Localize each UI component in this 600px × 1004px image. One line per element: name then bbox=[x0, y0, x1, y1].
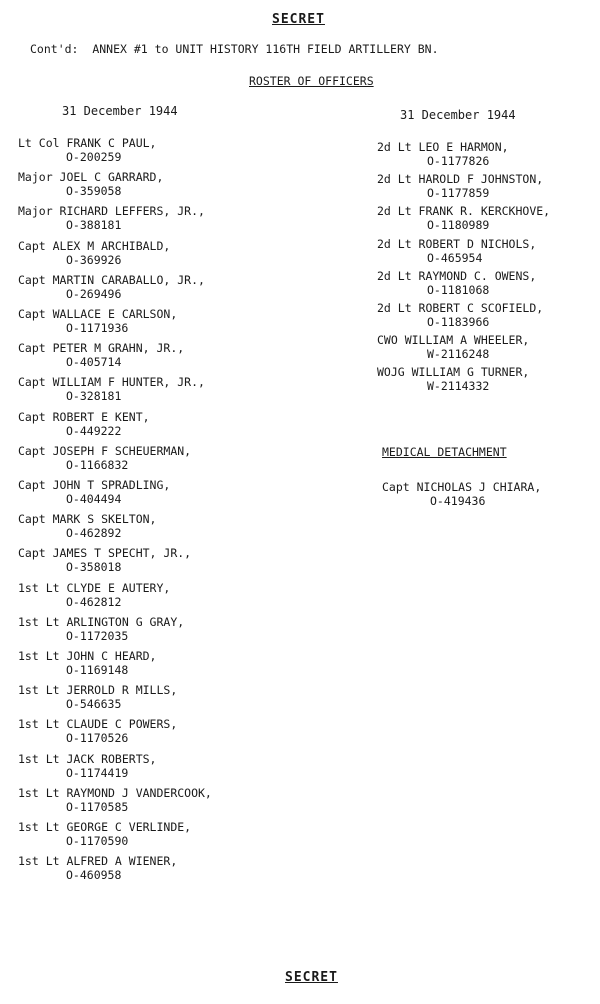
left-officer-entry bbox=[18, 683, 177, 711]
officer-name: 1st Lt ALFRED A WIENER, bbox=[18, 854, 178, 869]
date-right: 31 December 1944 bbox=[400, 108, 516, 122]
officer-serial-number: O-359058 bbox=[66, 184, 122, 199]
right-officer-entry bbox=[377, 365, 529, 393]
right-officer-entry bbox=[377, 140, 509, 168]
officer-name: Capt ALEX M ARCHIBALD, bbox=[18, 238, 171, 253]
left-officer-entry bbox=[18, 307, 177, 335]
officer-serial-number: O-369926 bbox=[66, 252, 122, 267]
officer-name: 1st Lt JOHN C HEARD, bbox=[18, 649, 157, 663]
officer-name: CWO WILLIAM A WHEELER, bbox=[377, 333, 530, 348]
officer-name: 1st Lt CLAUDE C POWERS, bbox=[18, 717, 178, 732]
officer-name: Capt PETER M GRAHN, JR., bbox=[18, 341, 185, 356]
officer-serial-number: O-388181 bbox=[66, 218, 122, 233]
officer-serial-number: O-1180989 bbox=[427, 218, 490, 233]
officer-serial-number: O-465954 bbox=[427, 250, 483, 265]
officer-name: 2d Lt RAYMOND C. OWENS, bbox=[377, 268, 537, 283]
officer-serial-number: O-200259 bbox=[66, 150, 122, 164]
officer-serial-number: O-1171936 bbox=[66, 321, 129, 335]
officer-name: 1st Lt JERROLD R MILLS, bbox=[18, 683, 178, 698]
left-officer-entry bbox=[18, 752, 156, 780]
officer-serial-number: O-405714 bbox=[66, 355, 122, 370]
officer-serial-number: O-546635 bbox=[66, 697, 122, 712]
secret-marking-top: SECRET bbox=[272, 12, 325, 27]
left-officer-entry bbox=[18, 410, 150, 438]
officer-name: 2d Lt ROBERT D NICHOLS, bbox=[377, 236, 537, 251]
officer-serial-number: O-328181 bbox=[66, 389, 122, 404]
officer-serial-number: O-1177826 bbox=[427, 154, 490, 168]
right-officer-entry bbox=[377, 301, 543, 329]
right-officer-entry bbox=[377, 333, 529, 361]
annex-header bbox=[30, 42, 439, 56]
left-officer-entry bbox=[18, 546, 191, 574]
medical-detachment-title: MEDICAL DETACHMENT bbox=[382, 445, 507, 459]
secret-marking-bottom: SECRET bbox=[285, 970, 338, 985]
left-officer-entry bbox=[18, 136, 156, 164]
officer-serial-number: O-269496 bbox=[66, 286, 122, 301]
officer-name: Capt MARK S SKELTON, bbox=[18, 512, 157, 527]
officer-name: Capt WALLACE E CARLSON, bbox=[18, 307, 178, 321]
right-officer-entry bbox=[377, 172, 543, 200]
officer-name: 2d Lt HAROLD F JOHNSTON, bbox=[377, 172, 544, 187]
officer-serial-number: O-1170526 bbox=[66, 731, 129, 746]
officer-serial-number: O-419436 bbox=[430, 494, 486, 508]
left-officer-entry bbox=[18, 786, 212, 814]
officer-serial-number: O-1169148 bbox=[66, 663, 129, 677]
officer-serial-number: W-2114332 bbox=[427, 379, 490, 394]
left-officer-entry bbox=[18, 717, 177, 745]
left-officer-entry bbox=[18, 341, 184, 369]
officer-serial-number: W-2116248 bbox=[427, 347, 490, 362]
left-officer-entry bbox=[18, 820, 191, 848]
officer-serial-number: O-1166832 bbox=[66, 457, 129, 472]
officer-serial-number: O-1183966 bbox=[427, 315, 490, 329]
medical-officer-entry bbox=[382, 480, 541, 508]
officer-name: Capt WILLIAM F HUNTER, JR., bbox=[18, 375, 205, 390]
officer-serial-number: O-404494 bbox=[66, 492, 122, 506]
left-officer-entry bbox=[18, 204, 205, 232]
officer-name: 1st Lt GEORGE C VERLINDE, bbox=[18, 820, 192, 834]
officer-serial-number: O-1174419 bbox=[66, 765, 129, 780]
date-left: 31 December 1944 bbox=[62, 104, 178, 118]
left-officer-entry bbox=[18, 375, 205, 403]
officer-serial-number: O-1172035 bbox=[66, 628, 129, 643]
officer-name: Major RICHARD LEFFERS, JR., bbox=[18, 204, 205, 219]
officer-name: 2d Lt ROBERT C SCOFIELD, bbox=[377, 301, 544, 315]
officer-name: Capt JOSEPH F SCHEUERMAN, bbox=[18, 443, 192, 458]
annex-title: ANNEX #1 to UNIT HISTORY 116TH FIELD ARTILLERY BN. bbox=[92, 42, 439, 56]
left-officer-entry bbox=[18, 512, 156, 540]
officer-serial-number: O-358018 bbox=[66, 560, 122, 575]
right-officer-entry bbox=[377, 269, 536, 297]
left-officer-entry bbox=[18, 170, 163, 198]
left-officer-entry bbox=[18, 478, 170, 506]
left-officer-entry bbox=[18, 444, 191, 472]
left-officer-entry bbox=[18, 615, 184, 643]
officer-name: 1st Lt JACK ROBERTS, bbox=[18, 751, 157, 766]
officer-serial-number: O-1181068 bbox=[427, 282, 490, 297]
officer-name: 2d Lt LEO E HARMON, bbox=[377, 140, 509, 154]
officer-serial-number: O-462812 bbox=[66, 594, 122, 609]
officer-name: Capt ROBERT E KENT, bbox=[18, 409, 150, 424]
officer-serial-number: O-449222 bbox=[66, 423, 122, 438]
left-officer-entry bbox=[18, 581, 170, 609]
left-officer-entry bbox=[18, 239, 170, 267]
officer-name: WOJG WILLIAM G TURNER, bbox=[377, 365, 530, 380]
officer-name: Capt MARTIN CARABALLO, JR., bbox=[18, 272, 205, 287]
officer-serial-number: O-1177859 bbox=[427, 186, 490, 201]
left-officer-entry bbox=[18, 273, 205, 301]
officer-name: 1st Lt RAYMOND J VANDERCOOK, bbox=[18, 785, 212, 800]
officer-name: 1st Lt CLYDE E AUTERY, bbox=[18, 580, 171, 595]
right-officer-entry bbox=[377, 237, 536, 265]
officer-name: Capt JAMES T SPECHT, JR., bbox=[18, 546, 192, 561]
officer-name: 1st Lt ARLINGTON G GRAY, bbox=[18, 614, 185, 629]
officer-name: Lt Col FRANK C PAUL, bbox=[18, 136, 157, 150]
officer-name: 2d Lt FRANK R. KERCKHOVE, bbox=[377, 204, 551, 219]
officer-serial-number: O-1170585 bbox=[66, 799, 129, 814]
officer-serial-number: O-460958 bbox=[66, 868, 122, 883]
officer-serial-number: O-1170590 bbox=[66, 834, 129, 848]
officer-name: Capt NICHOLAS J CHIARA, bbox=[382, 480, 542, 494]
officer-name: Major JOEL C GARRARD, bbox=[18, 170, 164, 185]
left-officer-entry bbox=[18, 649, 156, 677]
left-officer-entry bbox=[18, 854, 177, 882]
right-officer-entry bbox=[377, 204, 550, 232]
officer-name: Capt JOHN T SPRADLING, bbox=[18, 478, 171, 492]
contd-label: Cont'd: bbox=[30, 42, 79, 56]
roster-title: ROSTER OF OFFICERS bbox=[249, 74, 374, 88]
officer-serial-number: O-462892 bbox=[66, 526, 122, 541]
